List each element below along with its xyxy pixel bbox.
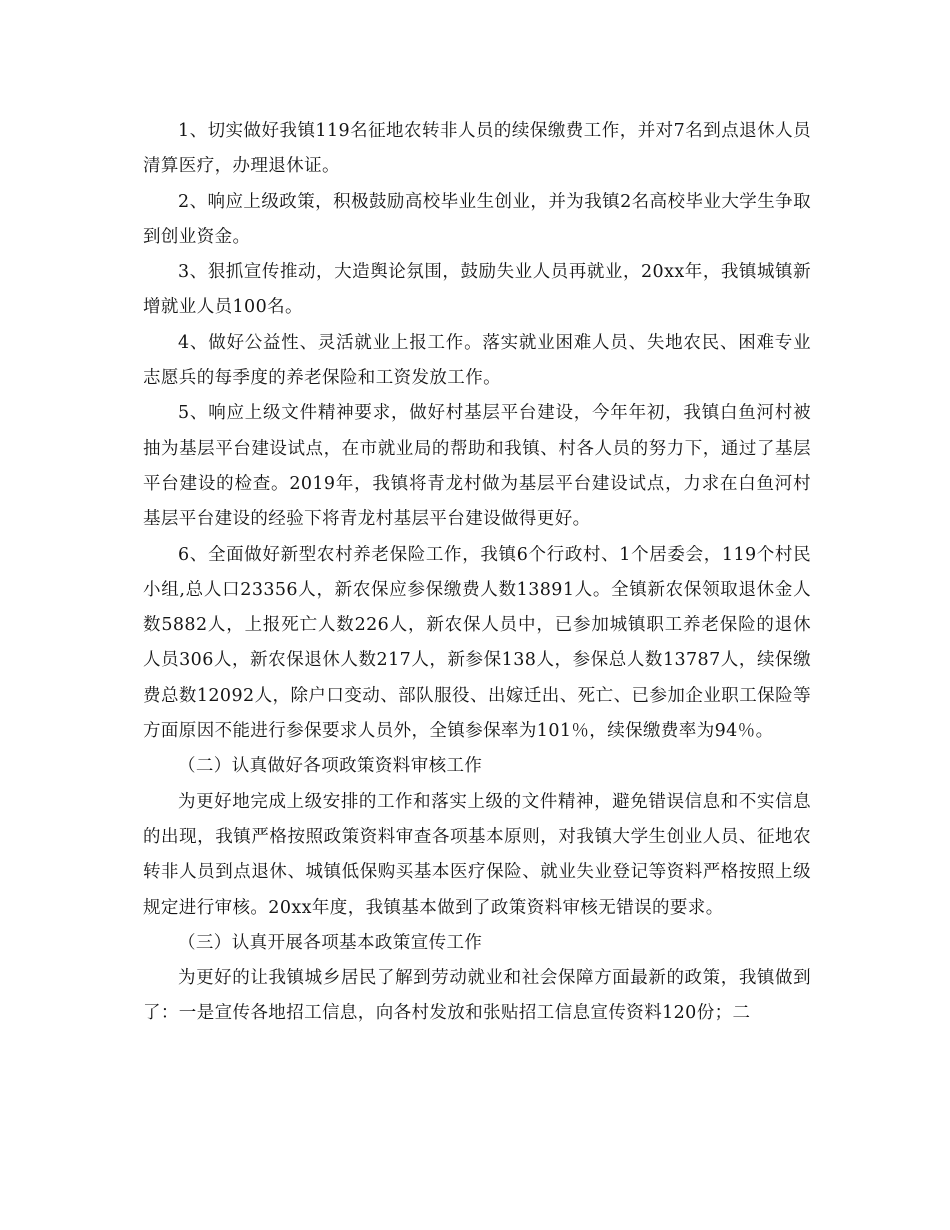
paragraph-item-3: 3、狠抓宣传推动，大造舆论氛围，鼓励失业人员再就业，20xx年，我镇城镇新增就业人员100名。 bbox=[143, 262, 811, 318]
paragraph-item-1: 1、切实做好我镇119名征地农转非人员的续保缴费工作，并对7名到点退休人员清算医疗，办理退休证。 bbox=[143, 121, 811, 177]
paragraph-item-5: 5、响应上级文件精神要求，做好村基层平台建设，今年年初，我镇白鱼河村被抽为基层平台建设试点，在市就业局的帮助和我镇、村各人员的努力下，通过了基层平台建设的检查。2019年，我镇将青龙村做为基层平台建设试点，力求在白鱼河村基层平台建设的经验下将青龙村基层平台建设做得更好。 bbox=[143, 403, 811, 530]
section-heading-2: （二）认真做好各项政策资料审核工作 bbox=[178, 756, 483, 777]
section-heading-3: （三）认真开展各项基本政策宣传工作 bbox=[178, 932, 483, 953]
paragraph-item-4: 4、做好公益性、灵活就业上报工作。落实就业困难人员、失地农民、困难专业志愿兵的每季度的养老保险和工资发放工作。 bbox=[143, 332, 811, 389]
paragraph-item-6: 6、全面做好新型农村养老保险工作，我镇6个行政村、1个居委会，119个村民小组,总人口23356人，新农保应参保缴费人数13891人。全镇新农保领取退休金人数5882人，上报死亡人数226人，新农保人员中，已参加城镇职工养老保险的退休人员306人，新农保退休人数217人，新参保138人，参保总人数13787人，续保缴费总数12092人，除户口变动、部队服役、出嫁迁出、死亡、已参加企业职工保险等方面原因不能进行参保要求人员外，全镇参保率为101％，续保缴费率为94％。 bbox=[143, 544, 811, 742]
document-body bbox=[143, 114, 811, 1032]
paragraph-review-work: 为更好地完成上级安排的工作和落实上级的文件精神，避免错误信息和不实信息的出现，我镇严格按照政策资料审查各项基本原则，对我镇大学生创业人员、征地农转非人员到点退休、城镇低保购买基本医疗保险、就业失业登记等资料严格按照上级规定进行审核。20xx年度，我镇基本做到了政策资料审核无错误的要求。 bbox=[143, 791, 811, 918]
paragraph-publicity-work: 为更好的让我镇城乡居民了解到劳动就业和社会保障方面最新的政策，我镇做到了：一是宣传各地招工信息，向各村发放和张贴招工信息宣传资料120份；二 bbox=[143, 968, 811, 1024]
paragraph-item-2: 2、响应上级政策，积极鼓励高校毕业生创业，并为我镇2名高校毕业大学生争取到创业资金。 bbox=[143, 191, 811, 247]
